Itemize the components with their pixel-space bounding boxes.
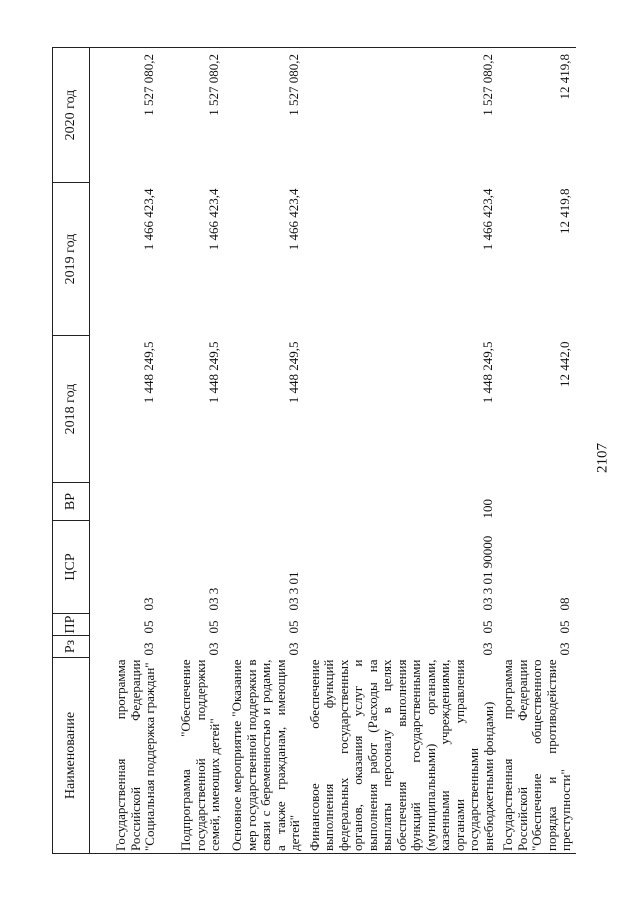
table-header-row [53,48,90,854]
row-2018: 1 448 249,5 [479,341,495,404]
row-pr: 05 [206,620,221,634]
row-csr: 08 [557,597,572,611]
row-csr: 03 3 [206,587,221,611]
header-pr: ПР [53,614,90,636]
row-rz: 03 [479,642,495,656]
table-row [305,48,499,854]
header-csr: ЦСР [53,521,90,614]
row-2019: 1 466 423,4 [206,188,221,251]
row-rz: 03 [206,642,221,656]
row-csr: 03 [141,597,156,611]
row-name: Основное мероприятие "Оказание мер государственной поддержки в связи с беременностью и родами, а также гражданам, имеющим детей" [225,658,305,854]
row-2018: 1 448 249,5 [141,341,156,404]
header-vr: ВР [53,483,90,521]
budget-table [52,47,576,854]
row-name: Подпрограмма "Обеспечение государственной поддержки семей, имеющих детей" [160,658,225,854]
header-2020: 2020 год [53,48,90,183]
row-pr: 05 [557,620,572,634]
table-row [225,48,305,854]
row-pr: 05 [286,620,301,634]
row-vr [498,483,576,521]
row-2020: 12 419,8 [498,48,576,183]
row-vr [90,483,160,521]
table-row [90,48,160,854]
row-vr [225,483,305,521]
rotated-table-container [52,48,588,854]
header-rz: Рз [53,636,90,658]
row-pr: 05 [141,620,156,634]
row-2019: 1 466 423,4 [286,188,301,251]
row-2020: 1 527 080,2 [225,48,305,183]
table-row [160,48,225,854]
header-2019: 2019 год [53,183,90,336]
row-rz: 03 [557,642,572,656]
row-2018: 1 448 249,5 [286,341,301,404]
row-2019: 12 419,8 [557,188,572,234]
row-2018: 1 448 249,5 [206,341,221,404]
row-2019: 1 466 423,4 [479,188,495,251]
page-number: 2107 [594,443,611,473]
row-vr [160,483,225,521]
table-row [498,48,576,854]
row-2019: 1 466 423,4 [141,188,156,251]
header-name: Наименование [53,658,90,854]
row-name: Государственная программа Российской Федерации "Обеспечение общественного порядка и противодействие преступности" [498,658,576,854]
row-2018: 12 442,0 [557,341,572,387]
row-csr: 03 3 01 [286,571,301,611]
row-2020: 1 527 080,2 [160,48,225,183]
header-2018: 2018 год [53,336,90,483]
row-csr: 03 3 01 90000 [479,535,495,611]
row-2020: 1 527 080,2 [90,48,160,183]
row-name: Финансовое обеспечение выполнения функций федеральных государственных органов, оказания услуг и выполнения работ (Расходы на выплаты персоналу в целях обеспечения выполнения функций государственными (муниципальными) органами, казенными учреждениями, органами управления государственными внебюджетными фондами) [305,658,499,854]
row-2020: 1 527 080,2 [305,48,499,183]
row-pr: 05 [479,620,495,634]
row-rz: 03 [141,642,156,656]
row-rz: 03 [286,642,301,656]
row-name: Государственная программа Российской Федерации "Социальная поддержка граждан" [90,658,160,854]
row-vr: 100 [479,499,495,519]
